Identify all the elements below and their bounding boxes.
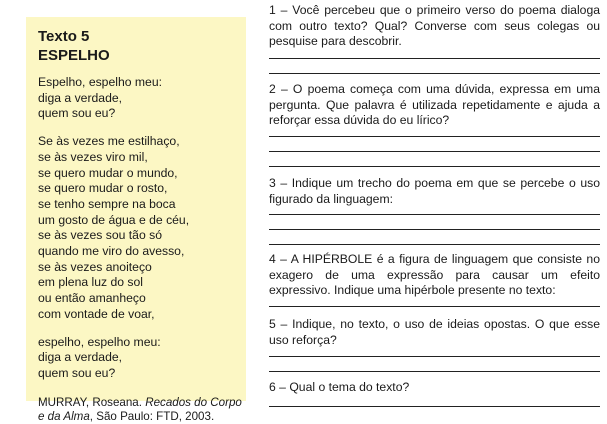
verse: quando me viro do avesso, bbox=[38, 244, 185, 259]
answer-line[interactable] bbox=[269, 166, 600, 167]
verse: Se às vezes me estilhaço, bbox=[38, 134, 180, 149]
credit-book: Recados do Corpo e da Alma bbox=[38, 395, 242, 423]
stanza-2 bbox=[38, 134, 246, 322]
answer-line[interactable] bbox=[269, 306, 600, 307]
answer-line[interactable] bbox=[269, 136, 600, 137]
verse: com vontade de voar, bbox=[38, 306, 155, 321]
verse: se às vezes sou tão só bbox=[38, 228, 162, 243]
answer-line[interactable] bbox=[269, 406, 600, 407]
verse: Espelho, espelho meu: bbox=[38, 75, 162, 89]
verse: se às vezes anoiteço bbox=[38, 259, 152, 274]
verse: se quero mudar o mundo, bbox=[38, 165, 178, 180]
answer-line[interactable] bbox=[269, 229, 600, 230]
question-text: 6 – Qual o tema do texto? bbox=[269, 380, 410, 394]
answer-line[interactable] bbox=[269, 244, 600, 245]
verse: se tenho sempre na boca bbox=[38, 196, 176, 211]
verse: quem sou eu? bbox=[38, 365, 116, 380]
verse: espelho, espelho meu: bbox=[38, 334, 161, 349]
verse: ou então amanheço bbox=[38, 291, 146, 306]
poem-title: ESPELHO bbox=[38, 47, 110, 64]
verse: se às vezes viro mil, bbox=[38, 149, 148, 164]
poem-box bbox=[26, 17, 246, 423]
verse: diga a verdade, bbox=[38, 90, 123, 105]
question-text: 5 – Indique, no texto, o uso de ideias opostas. O que esse uso reforça? bbox=[269, 317, 600, 347]
verse: se quero mudar o rosto, bbox=[38, 181, 168, 196]
poem-number: Texto 5 bbox=[38, 28, 90, 45]
answer-line[interactable] bbox=[269, 151, 600, 152]
question-text: 2 – O poema começa com uma dúvida, expressa em uma pergunta. Que palavra é utilizada repetidamente e ajuda a reforçar essa dúvida do eu lírico? bbox=[269, 82, 600, 128]
credit-publisher: , São Paulo: FTD, 2003. bbox=[89, 409, 215, 423]
question-4 bbox=[269, 252, 600, 299]
question-6 bbox=[269, 380, 600, 396]
answer-line[interactable] bbox=[269, 58, 600, 59]
verse: quem sou eu? bbox=[38, 106, 116, 121]
credit-author: MURRAY, Roseana. bbox=[38, 395, 142, 409]
answer-line[interactable] bbox=[269, 214, 600, 215]
question-5 bbox=[269, 317, 600, 348]
question-3 bbox=[269, 176, 600, 207]
answer-line[interactable] bbox=[269, 356, 600, 357]
question-2 bbox=[269, 82, 600, 129]
question-text: 4 – A HIPÉRBOLE é a figura de linguagem que consiste no exagero de uma expressão para causar um efeito expressivo. Indique uma hipérbole presente no texto: bbox=[269, 252, 600, 298]
stanza-3 bbox=[38, 335, 246, 382]
verse: diga a verdade, bbox=[38, 350, 123, 365]
verse: em plena luz do sol bbox=[38, 275, 144, 290]
stanza-1 bbox=[38, 75, 246, 122]
question-text: 1 – Você percebeu que o primeiro verso do poema dialoga com outro texto? Qual? Converse com seus colegas ou pesquise para descobrir. bbox=[269, 3, 600, 49]
poem-credit bbox=[38, 396, 246, 424]
question-text: 3 – Indique um trecho do poema em que se percebe o uso figurado da linguagem: bbox=[269, 176, 600, 206]
answer-line[interactable] bbox=[269, 73, 600, 74]
question-1 bbox=[269, 3, 600, 50]
verse: um gosto de água e de céu, bbox=[38, 212, 190, 227]
answer-line[interactable] bbox=[269, 371, 600, 372]
